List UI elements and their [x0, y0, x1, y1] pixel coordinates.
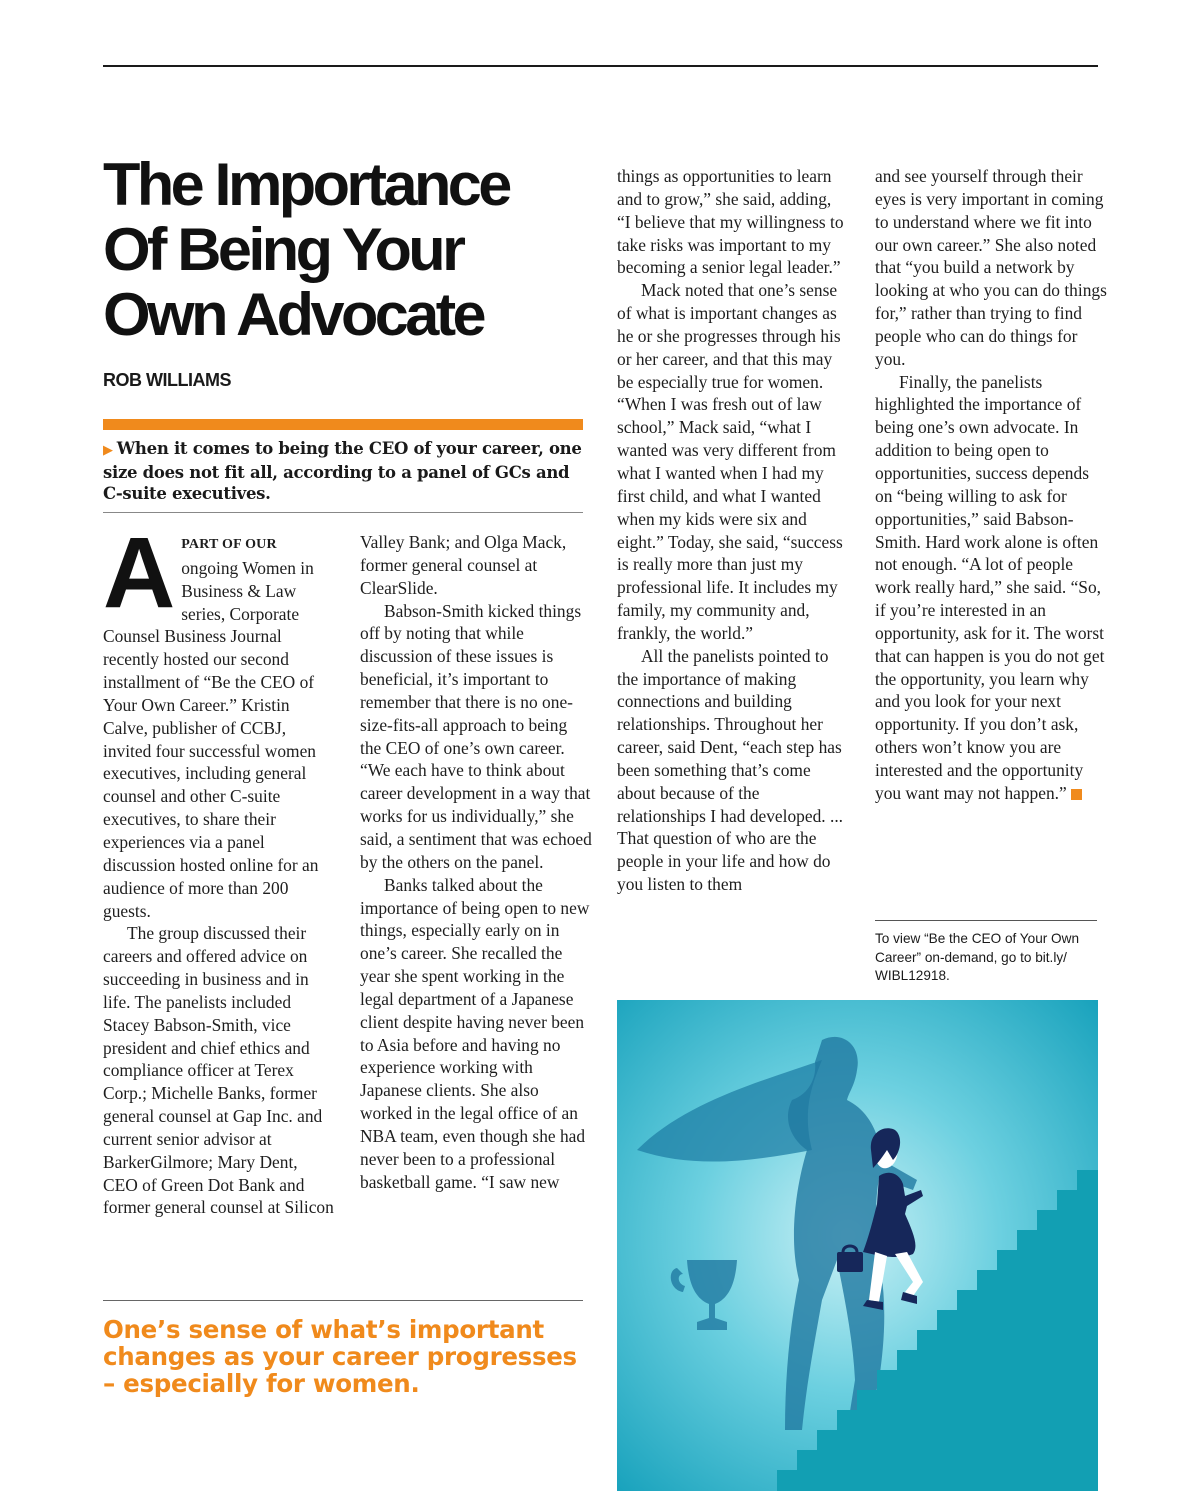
body-paragraph: things as opportunities to learn and to grow,” she said, adding, “I believe that my willingness to take risks was important to my becoming a senior legal leader.”: [617, 166, 844, 278]
body-paragraph: Valley Bank; and Olga Mack, former general counsel at ClearSlide.: [360, 532, 567, 598]
body-paragraph: The group discussed their careers and offered advice on succeeding in business and in life. The panelists included Stacey Babson-Smith, vice president and chief ethics and compliance officer at Terex Corp.; Michelle Banks, former general counsel at Gap Inc. and current senior advisor at BarkerGilmore; Mary Dent, CEO of Green Dot Bank and former general counsel at Silicon: [103, 923, 334, 1218]
end-mark-icon: [1071, 789, 1082, 800]
body-paragraph: Mack noted that one’s sense of what is important changes as he or she progresses through his or her career, and that this may be especially true for women. “When I was fresh out of law school,” Mack said, “what I wanted was very different from what I wanted when I had my first child, and what I wanted when my kids were six and eight.” Today, she said, “success is really more than just my professional life. It includes my family, my community and, frankly, the world.”: [617, 280, 843, 643]
lead-smallcaps: PART OF OUR: [181, 537, 277, 552]
on-demand-note: To view “Be the CEO of Your Own Career” on-demand, go to bit.ly/ WIBL12918.: [875, 931, 1080, 983]
headline-line: The Importance: [103, 151, 509, 218]
body-text: Finally, the panelists highlighted the importance of being one’s own advocate. In addition to being open to opportunities, success depends on “being willing to ask for opportunities,” said Babson-Smith. Hard work alone is often not enough. “A lot of people work really hard,” she said. “So, if you’re interested in an opportunity, ask for it. The worst that can happen is you do not get the opportunity, you learn why and you look for your next opportunity. If you don’t ask, others won’t know you are interested and the opportunity you want may not happen.”: [875, 371, 1105, 803]
pullquote: One’s sense of what’s important changes as your career progresses – especially for women.: [103, 1315, 577, 1398]
body-text: ongoing Women in Business & Law series, Corporate Counsel Business Journal recently hosted our second installment of “Be the CEO of Your Own Career.” Kristin Calve, publisher of CCBJ, invited four successful women executives, including general counsel and other C-suite executives, to share their experiences via a panel discussion hosted online for an audience of more than 200 guests.: [103, 557, 319, 921]
businesswoman-climbing-stairs-illustration: [617, 1000, 1098, 1491]
drop-cap: A: [103, 517, 176, 629]
body-column-4: [875, 165, 1107, 805]
body-paragraph: Babson-Smith kicked things off by noting that while discussion of these issues is beneficial, it’s important to remember that there is no one-size-fits-all approach to being the CEO of one’s own career. “We each have to think about career development in a way that works for us individually,” she said, a sentiment that was echoed by the others on the panel.: [360, 600, 592, 872]
deck-text: When it comes to being the CEO of your career, one size does not fit all, according to a panel of GCs and C-suite executives.: [103, 439, 582, 503]
arrow-right-icon: ▶: [103, 443, 113, 458]
body-paragraph: All the panelists pointed to the importance of making connections and building relationships. Throughout her career, said Dent, “each step has been something that’s come about because of the relationships I had developed. ... That question of who are the people in your life and how do you listen to them: [617, 645, 844, 895]
headline-line: Own Advocate: [103, 281, 483, 348]
deck: [103, 438, 583, 505]
body-column-3: [617, 165, 849, 896]
body-paragraph: and see yourself through their eyes is very important in coming to understand where we fit into our own career.” She also noted that “you build a network by looking at who you can do things for,” rather than trying to find people who can do things for you.: [875, 166, 1107, 369]
body-paragraph: Banks talked about the importance of being open to new things, especially early on in one’s career. She recalled the year she spent working in the legal department of a Japanese client despite having never been to Asia before and having no experience working with Japanese clients. She also worked in the legal office of an NBA team, even though she had never been to a professional basketball game. “I saw new: [360, 874, 590, 1192]
headline: [103, 152, 613, 347]
orange-accent-bar: [103, 419, 583, 430]
byline: ROB WILLIAMS: [103, 370, 231, 390]
body-paragraph: [875, 371, 1107, 805]
top-rule: [103, 65, 1098, 67]
deck-rule: [103, 512, 583, 513]
pullquote-rule: [103, 1300, 583, 1301]
body-column-2: [360, 531, 592, 1193]
note-rule: [875, 920, 1097, 921]
body-column-1: [103, 517, 335, 1219]
headline-line: Of Being Your: [103, 216, 463, 283]
